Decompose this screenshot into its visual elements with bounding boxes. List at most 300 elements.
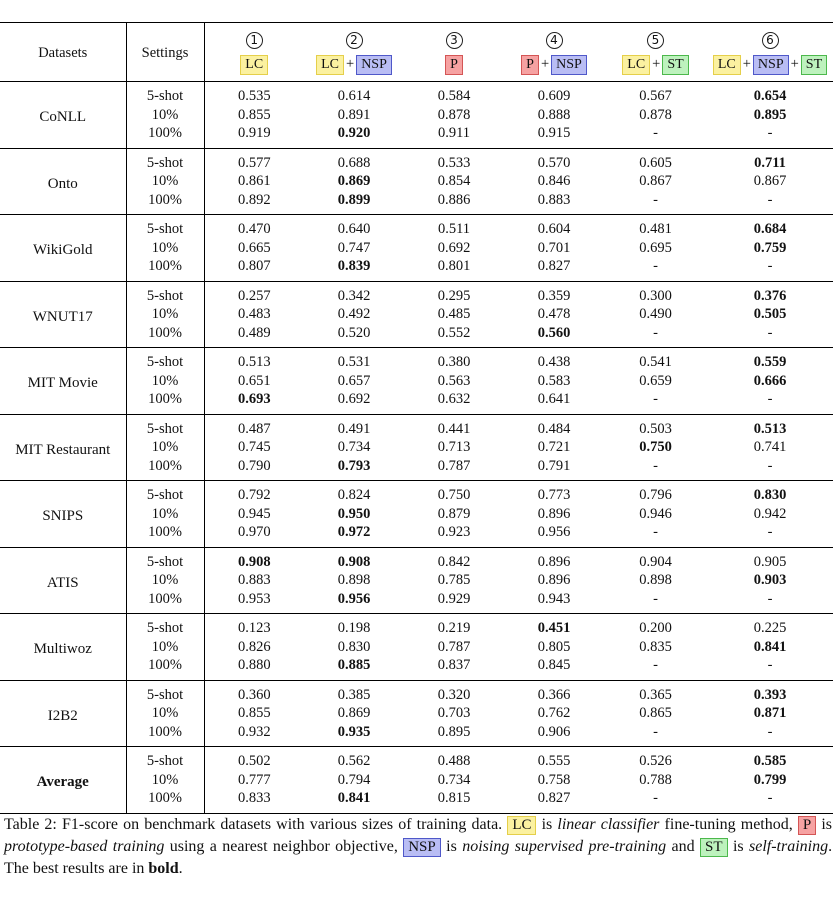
score-cell: [707, 457, 833, 481]
score-cell: [504, 324, 604, 348]
score-cell: [707, 390, 833, 414]
best-score: 0.830: [753, 487, 787, 503]
dataset-name: WNUT17: [32, 308, 93, 325]
score-cell: [204, 747, 304, 771]
score-cell: [504, 172, 604, 191]
score-value: 0.855: [237, 106, 271, 123]
score-cell: [404, 656, 504, 680]
score-value: 0.750: [437, 487, 471, 503]
score-cell: [404, 571, 504, 590]
score-value: 0.886: [437, 191, 471, 208]
dataset-name: Onto: [47, 175, 78, 192]
score-value: 0.703: [437, 705, 471, 721]
best-score: 0.908: [337, 553, 371, 570]
score-value: 0.692: [437, 239, 471, 256]
score-value: -: [767, 723, 773, 740]
score-value: -: [767, 125, 773, 141]
score-value: 0.651: [237, 372, 271, 389]
score-value: 0.827: [537, 258, 571, 274]
best-score: 0.376: [753, 287, 787, 304]
score-value: 0.360: [237, 686, 271, 703]
dataset-group: [0, 547, 833, 614]
score-cell: [504, 215, 604, 239]
score-value: 0.865: [639, 705, 672, 721]
score-cell: [404, 590, 504, 614]
score-cell: [404, 614, 504, 638]
score-cell: [504, 438, 604, 457]
score-value: 0.123: [237, 620, 271, 636]
method-components: [304, 55, 404, 75]
score-cell: [504, 789, 604, 813]
score-value: 0.503: [639, 420, 672, 437]
caption-text: is: [541, 816, 553, 833]
score-cell: [304, 704, 404, 723]
best-score: 0.666: [753, 372, 787, 389]
table-row: [0, 82, 833, 106]
best-score: 0.903: [753, 572, 787, 588]
score-value: -: [767, 590, 773, 607]
score-value: 0.777: [237, 771, 271, 788]
method-number-badge: 2: [346, 32, 363, 49]
method-components: [604, 55, 707, 75]
best-score: 0.841: [337, 790, 371, 806]
score-value: 0.945: [237, 505, 271, 522]
score-value: 0.861: [237, 173, 271, 189]
dataset-group: [0, 215, 833, 282]
dataset-name: MIT Restaurant: [15, 441, 111, 458]
score-value: -: [767, 258, 773, 274]
score-cell: [707, 305, 833, 324]
score-value: 0.481: [639, 221, 672, 237]
score-cell: [504, 414, 604, 438]
method-tag-lc: LC: [622, 55, 650, 75]
best-score: 0.920: [337, 125, 371, 141]
score-cell: [304, 106, 404, 125]
best-score: 0.505: [753, 306, 787, 322]
dataset-name: Multiwoz: [33, 641, 92, 657]
score-cell: [304, 414, 404, 438]
score-cell: [707, 747, 833, 771]
setting-cell: 100%: [126, 789, 204, 813]
score-cell: [604, 191, 707, 215]
score-value: 0.837: [437, 657, 471, 673]
score-value: 0.584: [437, 88, 471, 104]
score-cell: [204, 614, 304, 638]
score-cell: [604, 680, 707, 704]
score-value: 0.878: [639, 106, 672, 123]
header-method-4: [504, 23, 604, 82]
score-cell: [204, 523, 304, 547]
score-cell: [404, 106, 504, 125]
caption-text: is: [732, 838, 744, 855]
score-value: 0.526: [639, 753, 672, 769]
score-cell: [204, 571, 304, 590]
score-cell: [504, 704, 604, 723]
header-settings: Settings: [126, 23, 204, 82]
best-score: 0.793: [337, 457, 371, 474]
score-cell: [604, 372, 707, 391]
setting-cell: 5-shot: [126, 348, 204, 372]
score-value: 0.489: [237, 324, 271, 341]
score-value: 0.366: [537, 686, 571, 703]
score-value: 0.788: [639, 771, 672, 788]
score-cell: [404, 704, 504, 723]
score-cell: [504, 723, 604, 747]
score-cell: [204, 172, 304, 191]
score-cell: [504, 239, 604, 258]
score-value: 0.846: [537, 173, 571, 189]
score-cell: [304, 614, 404, 638]
score-cell: [404, 305, 504, 324]
table-row: [0, 680, 833, 704]
score-value: -: [653, 590, 658, 607]
score-value: -: [767, 324, 773, 341]
score-cell: [404, 771, 504, 790]
score-cell: [504, 614, 604, 638]
score-cell: [504, 771, 604, 790]
setting-cell: 10%: [126, 438, 204, 457]
score-cell: [404, 638, 504, 657]
method-components: [707, 55, 833, 75]
score-cell: [304, 680, 404, 704]
score-value: -: [653, 657, 658, 673]
score-cell: [304, 547, 404, 571]
score-value: 0.892: [237, 191, 271, 208]
best-score: 0.895: [753, 106, 787, 123]
setting-cell: 5-shot: [126, 414, 204, 438]
score-cell: [404, 457, 504, 481]
score-cell: [404, 390, 504, 414]
table-row: [0, 547, 833, 571]
score-value: 0.659: [639, 372, 672, 389]
score-cell: [304, 390, 404, 414]
score-cell: [404, 747, 504, 771]
caption-text: using a nearest neighbor objective,: [169, 838, 398, 855]
score-cell: [604, 614, 707, 638]
score-cell: [404, 257, 504, 281]
score-cell: [604, 789, 707, 813]
score-cell: [604, 457, 707, 481]
score-cell: [204, 789, 304, 813]
method-tag-lc: LC: [240, 55, 268, 75]
method-tag-nsp: NSP: [551, 55, 587, 75]
score-value: 0.570: [537, 154, 571, 171]
best-score: 0.899: [337, 191, 371, 208]
score-value: 0.867: [639, 173, 672, 189]
best-score: 0.560: [537, 324, 571, 341]
score-cell: [604, 305, 707, 324]
caption-bold-word: bold: [148, 860, 179, 877]
score-value: 0.896: [537, 505, 571, 522]
score-cell: [504, 106, 604, 125]
score-value: 0.533: [437, 154, 471, 171]
score-value: 0.745: [237, 439, 271, 455]
caption-lc-tag: LC: [507, 816, 536, 835]
plus-sign: +: [346, 55, 355, 72]
setting-cell: 10%: [126, 771, 204, 790]
method-number-badge: 3: [446, 32, 463, 49]
header-method-2: [304, 23, 404, 82]
score-cell: [204, 547, 304, 571]
best-score: 0.559: [753, 354, 787, 370]
score-value: -: [767, 790, 773, 806]
score-cell: [304, 481, 404, 505]
caption-nsp-desc: noising supervised pre-training: [462, 838, 667, 855]
score-cell: [707, 281, 833, 305]
setting-cell: 5-shot: [126, 481, 204, 505]
score-value: 0.824: [337, 487, 371, 503]
score-cell: [504, 124, 604, 148]
score-cell: [204, 239, 304, 258]
score-value: 0.365: [639, 686, 672, 703]
score-value: 0.835: [639, 638, 672, 655]
setting-cell: 5-shot: [126, 82, 204, 106]
score-cell: [304, 348, 404, 372]
score-cell: [707, 547, 833, 571]
score-cell: [304, 438, 404, 457]
score-cell: [204, 438, 304, 457]
score-value: -: [653, 391, 658, 407]
setting-cell: 100%: [126, 590, 204, 614]
score-cell: [304, 257, 404, 281]
score-value: -: [653, 258, 658, 274]
score-cell: [604, 656, 707, 680]
score-cell: [204, 324, 304, 348]
score-cell: [404, 505, 504, 524]
score-cell: [204, 106, 304, 125]
caption-text: and: [671, 838, 695, 855]
setting-cell: 100%: [126, 257, 204, 281]
setting-cell: 10%: [126, 239, 204, 258]
score-cell: [204, 638, 304, 657]
score-value: 0.801: [437, 258, 471, 274]
score-cell: [304, 638, 404, 657]
score-cell: [204, 457, 304, 481]
score-cell: [204, 215, 304, 239]
score-value: 0.805: [537, 638, 571, 655]
caption-text: . The best results are in: [4, 838, 833, 877]
score-cell: [404, 723, 504, 747]
table-header: [0, 23, 833, 82]
dataset-name: I2B2: [47, 707, 78, 724]
score-cell: [707, 638, 833, 657]
score-value: 0.815: [437, 790, 471, 806]
score-cell: [707, 723, 833, 747]
score-cell: [204, 414, 304, 438]
score-value: -: [653, 790, 658, 806]
score-value: 0.826: [237, 638, 271, 655]
score-value: 0.484: [537, 420, 571, 437]
score-cell: [707, 372, 833, 391]
score-value: 0.785: [437, 572, 471, 588]
setting-cell: 5-shot: [126, 680, 204, 704]
score-value: 0.563: [437, 372, 471, 389]
score-value: 0.577: [237, 154, 271, 171]
score-cell: [404, 547, 504, 571]
table-row: [0, 215, 833, 239]
score-value: 0.896: [537, 553, 571, 570]
score-cell: [204, 191, 304, 215]
score-cell: [604, 124, 707, 148]
score-cell: [204, 348, 304, 372]
setting-cell: 100%: [126, 191, 204, 215]
score-cell: [304, 148, 404, 172]
score-cell: [707, 148, 833, 172]
method-tag-p: P: [521, 55, 539, 75]
dataset-name: MIT Movie: [27, 375, 98, 391]
setting-cell: 100%: [126, 723, 204, 747]
score-cell: [204, 656, 304, 680]
plus-sign: +: [742, 55, 751, 72]
dataset-group: [0, 481, 833, 548]
method-tag-lc: LC: [316, 55, 344, 75]
score-cell: [504, 747, 604, 771]
best-score: 0.451: [537, 620, 571, 636]
score-cell: [604, 148, 707, 172]
header-method-5: [604, 23, 707, 82]
table-row: [0, 348, 833, 372]
score-value: -: [653, 457, 658, 474]
score-value: 0.701: [537, 239, 571, 256]
score-value: 0.906: [537, 723, 571, 740]
score-cell: [707, 789, 833, 813]
score-value: 0.438: [537, 354, 571, 370]
plus-sign: +: [652, 55, 661, 72]
score-value: 0.796: [639, 487, 672, 503]
score-cell: [504, 571, 604, 590]
setting-cell: 10%: [126, 372, 204, 391]
score-value: 0.441: [437, 420, 471, 437]
score-value: 0.342: [337, 287, 371, 304]
score-value: 0.790: [237, 457, 271, 474]
score-cell: [504, 638, 604, 657]
setting-cell: 10%: [126, 106, 204, 125]
method-tag-st: ST: [662, 55, 688, 75]
score-value: 0.713: [437, 439, 471, 455]
setting-cell: 5-shot: [126, 215, 204, 239]
score-cell: [707, 505, 833, 524]
score-cell: [604, 239, 707, 258]
score-cell: [304, 305, 404, 324]
score-cell: [504, 257, 604, 281]
score-cell: [404, 789, 504, 813]
score-value: -: [653, 324, 658, 341]
dataset-group: [0, 281, 833, 348]
dataset-group: [0, 148, 833, 215]
score-value: 0.200: [639, 620, 672, 636]
score-cell: [504, 390, 604, 414]
score-value: 0.614: [337, 88, 371, 104]
table-caption: [4, 814, 832, 880]
setting-cell: 10%: [126, 638, 204, 657]
score-value: 0.380: [437, 354, 471, 370]
dataset-name: ATIS: [46, 574, 79, 591]
score-cell: [204, 305, 304, 324]
score-cell: [604, 638, 707, 657]
best-score: 0.799: [753, 771, 787, 788]
setting-cell: 100%: [126, 457, 204, 481]
score-cell: [304, 191, 404, 215]
score-cell: [604, 723, 707, 747]
table-row: [0, 148, 833, 172]
score-value: 0.688: [337, 154, 371, 171]
score-cell: [604, 481, 707, 505]
score-cell: [404, 148, 504, 172]
method-tag-nsp: NSP: [356, 55, 392, 75]
setting-cell: 10%: [126, 305, 204, 324]
score-value: 0.794: [337, 771, 371, 788]
score-value: 0.842: [437, 553, 471, 570]
score-value: 0.257: [237, 287, 271, 304]
score-cell: [604, 82, 707, 106]
plus-sign: +: [540, 55, 550, 72]
score-value: 0.470: [237, 221, 271, 237]
score-cell: [404, 348, 504, 372]
score-value: 0.541: [639, 354, 672, 370]
score-cell: [604, 438, 707, 457]
table-row: [0, 281, 833, 305]
dataset-group: [0, 747, 833, 814]
score-value: 0.552: [437, 324, 471, 341]
score-cell: [504, 348, 604, 372]
score-value: 0.604: [537, 221, 571, 237]
score-cell: [304, 82, 404, 106]
score-value: 0.485: [437, 306, 471, 322]
caption-text: .: [178, 860, 183, 877]
score-value: 0.891: [337, 106, 371, 123]
score-value: 0.665: [237, 239, 271, 256]
dataset-name: CoNLL: [39, 109, 87, 125]
score-value: -: [653, 723, 658, 740]
score-cell: [707, 215, 833, 239]
best-score: 0.869: [337, 173, 371, 189]
score-cell: [604, 281, 707, 305]
score-cell: [604, 747, 707, 771]
score-cell: [404, 481, 504, 505]
results-table-container: [0, 22, 833, 814]
score-value: 0.632: [437, 391, 471, 407]
dataset-group: [0, 82, 833, 149]
score-cell: [707, 438, 833, 457]
score-cell: [707, 481, 833, 505]
setting-cell: 100%: [126, 523, 204, 547]
score-cell: [204, 723, 304, 747]
score-value: 0.867: [753, 173, 787, 189]
score-value: 0.827: [537, 790, 571, 806]
score-cell: [204, 257, 304, 281]
score-value: -: [767, 457, 773, 474]
setting-cell: 10%: [126, 172, 204, 191]
score-cell: [304, 372, 404, 391]
score-value: 0.385: [337, 686, 371, 703]
table-row: [0, 481, 833, 505]
score-value: 0.915: [537, 125, 571, 141]
score-value: 0.531: [337, 354, 371, 370]
table-row: [0, 414, 833, 438]
score-value: 0.792: [237, 487, 271, 503]
score-cell: [304, 324, 404, 348]
caption-nsp-tag: NSP: [403, 838, 441, 857]
score-value: 0.300: [639, 287, 672, 304]
score-cell: [304, 747, 404, 771]
dataset-group: [0, 680, 833, 747]
header-method-3: [404, 23, 504, 82]
score-value: 0.478: [537, 306, 571, 322]
score-cell: [707, 106, 833, 125]
score-value: 0.895: [437, 723, 471, 740]
score-value: 0.734: [337, 439, 371, 455]
score-cell: [404, 281, 504, 305]
